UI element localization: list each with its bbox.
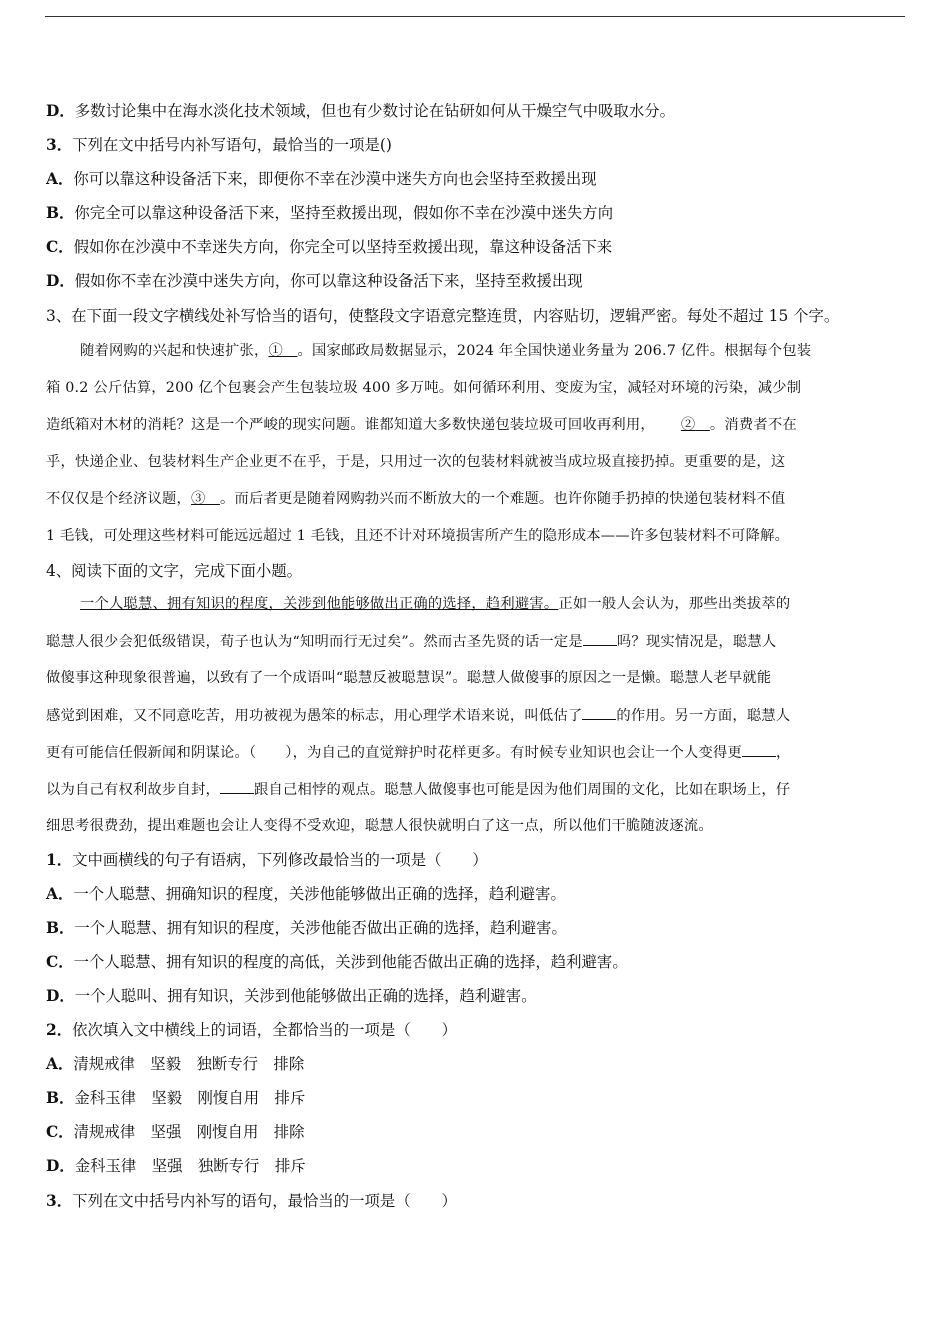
passage-text: ， [776,745,791,761]
passage-text: 更有可能信任假新闻和阴谋论。（ ），为自己的直觉辩护时花样更多。有时候专业知识也会让一个人变得更 [46,745,743,761]
question-number: 3． [46,1192,73,1210]
option-text: 一个人聪慧、拥有知识的程度的高低，关涉到他能否做出正确的选择，趋利避害。 [73,953,628,971]
passage-1-line: 1 毛钱，可处理这些材料可能远远超过 1 毛钱，且还不计对环境损害所产生的隐形成本——许多包装材料不可降解。 [46,528,790,544]
option-text: 金科玉律 坚毅 刚愎自用 排斥 [74,1089,306,1107]
passage-text: 吗？现实情况是，聪慧人 [616,634,777,650]
option-label: D． [46,987,75,1005]
option-label: D． [46,1157,75,1175]
fill-blank-2 [582,705,616,720]
blank-2 [681,417,710,433]
question-3 [46,135,908,155]
blank-marker: ① [268,343,283,359]
option-d [46,271,908,291]
option-label: B． [46,204,75,222]
passage-1-line [46,489,908,509]
blank-marker: ③ [190,491,206,507]
option-text: 你可以靠这种设备活下来，即便你不幸在沙漠中迷失方向也会坚持至救援出现 [73,170,597,188]
passage-1-line: 乎，快递企业、包装材料生产企业更不在乎，于是，只用过一次的包装材料就被当成垃圾直接扔掉。更重要的是，这 [46,454,786,470]
question-number: 1． [46,851,73,869]
passage-text: 聪慧人很少会犯低级错误，荀子也认为“知明而行无过矣”。然而古圣先贤的话一定是 [46,634,583,650]
option-text: 金科玉律 坚强 独断专行 排斥 [74,1157,306,1175]
option-text: 一个人聪叫、拥有知识，关涉到他能够做出正确的选择，趋利避害。 [74,987,537,1005]
option-c [46,1122,908,1142]
question-3 [46,1191,908,1211]
section-4-instruction: 4、阅读下面的文字，完成下面小题。 [46,562,303,580]
blank-3 [191,491,220,507]
option-a [46,884,908,904]
blank-1 [268,343,297,359]
question-text: 依次填入文中横线上的词语，全都恰当的一项是（ ） [72,1021,457,1039]
underlined-sentence: 一个人聪慧、拥有知识的程度，关涉到他能够做出正确的选择，趋利避害。 [80,596,559,612]
passage-2-line [46,631,908,652]
option-label: A． [46,170,74,188]
header-rule [45,16,905,17]
question-number: 3． [46,136,73,154]
option-a [46,1054,908,1074]
option-label: D． [46,102,75,120]
option-c [46,237,908,257]
passage-text: 造纸箱对木材的消耗？这是一个严峻的现实问题。谁都知道大多数快递包装垃圾可回收再利用， [46,417,655,433]
option-label: D． [46,272,75,290]
option-label: A． [46,885,74,903]
passage-2-line [80,594,908,614]
option-b [46,918,908,938]
option-text: 你完全可以靠这种设备活下来，坚持至救援出现，假如你不幸在沙漠中迷失方向 [74,204,614,222]
option-text: 一个人聪慧、拥有知识的程度，关涉他能否做出正确的选择，趋利避害。 [74,919,567,937]
section-3-instruction: 3、在下面一段文字横线处补写恰当的语句，使整段文字语意完整连贯，内容贴切，逻辑严密。每处不超过 15 个字。 [46,307,840,325]
option-label: A． [46,1055,74,1073]
passage-text: 的作用。另一方面，聪慧人 [616,708,791,724]
passage-2-line [46,779,908,800]
question-text: 下列在文中括号内补写的语句，最恰当的一项是（ ） [72,1192,457,1210]
passage-text: 。消费者不在 [709,417,797,433]
option-d [46,986,908,1006]
option-label: B． [46,1089,75,1107]
option-a [46,169,908,189]
option-text: 清规戒律 坚毅 独断专行 排除 [73,1055,305,1073]
option-text: 多数讨论集中在海水淡化技术领域，但也有少数讨论在钻研如何从干燥空气中吸取水分。 [74,102,675,120]
passage-2-line: 细思考很费劲，提出难题也会让人变得不受欢迎，聪慧人很快就明白了这一点，所以他们干脆随波逐流。 [46,818,713,834]
passage-2-line: 做傻事这种现象很普遍，以致有了一个成语叫“聪慧反被聪慧误”。聪慧人做傻事的原因之一是懒。聪慧人老早就能 [46,670,772,686]
option-d [46,101,908,121]
passage-1-line [80,341,908,361]
option-text: 一个人聪慧、拥确知识的程度，关涉他能够做出正确的选择，趋利避害。 [73,885,566,903]
option-text: 假如你不幸在沙漠中迷失方向，你可以靠这种设备活下来，坚持至救援出现 [74,272,583,290]
option-label: C． [46,238,74,256]
question-1 [46,850,908,870]
passage-1-line [46,415,908,435]
blank-marker: ② [680,417,696,433]
passage-1-line: 箱 0.2 公斤估算，200 亿个包裹会产生包装垃圾 400 多万吨。如何循环利用、变废为宝，减轻对环境的污染，减少制 [46,380,802,396]
question-number: 2． [46,1021,73,1039]
option-text: 假如你在沙漠中不幸迷失方向，你完全可以坚持至救援出现，靠这种设备活下来 [73,238,613,256]
passage-text: 不仅仅是个经济议题， [46,491,191,507]
passage-text: 感觉到困难，又不同意吃苦，用功被视为愚笨的标志，用心理学术语来说，叫低估了 [46,708,583,724]
option-b [46,1088,908,1108]
passage-text: 正如一般人会认为，那些出类拔萃的 [558,596,791,612]
option-c [46,952,908,972]
fill-blank-3 [742,742,776,757]
question-text: 下列在文中括号内补写语句，最恰当的一项是() [72,136,392,154]
passage-text: 跟自己相悖的观点。聪慧人做傻事也可能是因为他们周围的文化，比如在职场上，仔 [253,782,791,798]
option-label: C． [46,953,74,971]
option-text: 清规戒律 坚强 刚愎自用 排除 [73,1123,305,1141]
option-b [46,203,908,223]
passage-text: 随着网购的兴起和快速扩张， [80,343,269,359]
fill-blank-4 [220,779,254,794]
option-label: C． [46,1123,74,1141]
option-label: B． [46,919,75,937]
question-2 [46,1020,908,1040]
passage-2-line [46,742,908,763]
option-d [46,1156,908,1176]
passage-text: 以为自己有权利故步自封， [46,782,220,798]
fill-blank-1 [583,631,617,646]
passage-text: 。而后者更是随着网购勃兴而不断放大的一个难题。也许你随手扔掉的快递包装材料不值 [219,491,786,507]
passage-text: 。国家邮政局数据显示，2024 年全国快递业务量为 206.7 亿件。根据每个包装 [297,343,812,359]
question-text: 文中画横线的句子有语病，下列修改最恰当的一项是（ ） [72,851,488,869]
passage-2-line [46,705,908,726]
